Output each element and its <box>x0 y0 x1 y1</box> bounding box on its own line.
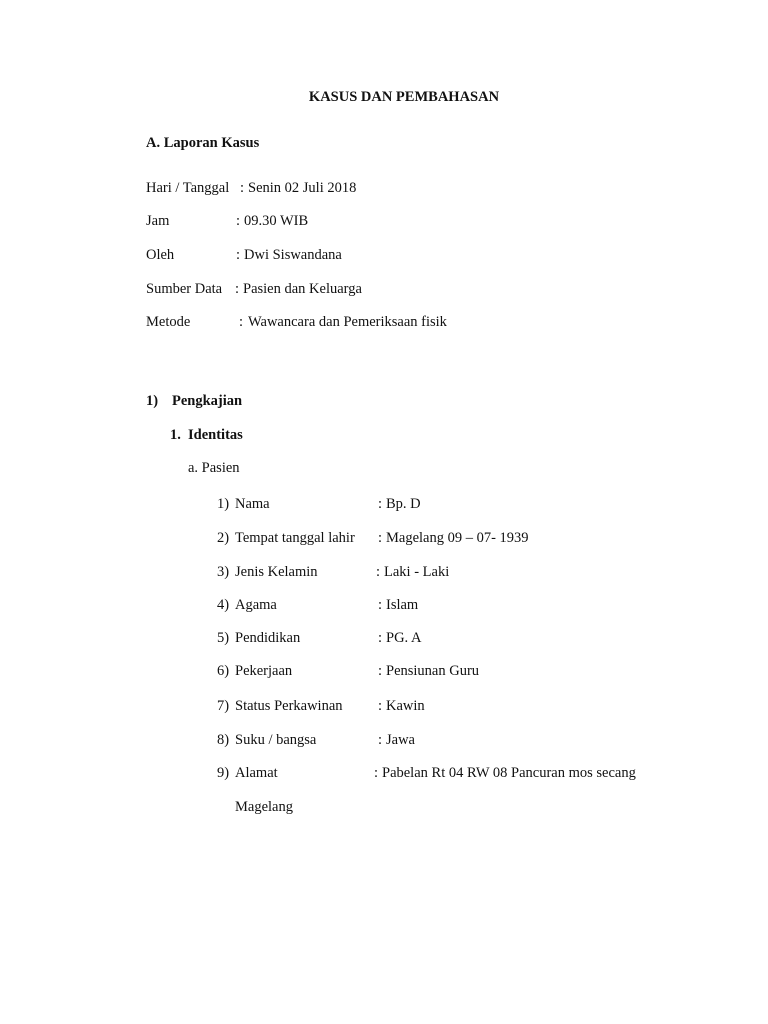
field-number: 7) <box>217 698 230 714</box>
field-number: 9) <box>217 765 230 781</box>
meta-value: 09.30 WIB <box>244 213 309 229</box>
meta-separator: : <box>239 314 244 330</box>
meta-separator: : <box>236 213 241 229</box>
section-number: 1) <box>146 393 159 409</box>
field-separator: : <box>378 496 383 512</box>
field-value: Islam <box>386 597 419 613</box>
field-label: Tempat tanggal lahir <box>235 530 355 546</box>
field-value: Jawa <box>386 732 415 748</box>
field-separator: : <box>378 630 383 646</box>
meta-value: Senin 02 Juli 2018 <box>248 180 357 196</box>
field-separator: : <box>374 765 379 781</box>
field-number: 4) <box>217 597 230 613</box>
field-separator: : <box>378 530 383 546</box>
field-number: 2) <box>217 530 230 546</box>
field-label: Pekerjaan <box>235 663 293 679</box>
meta-label: Oleh <box>146 247 175 263</box>
field-label: Status Perkawinan <box>235 698 343 714</box>
field-value: Kawin <box>386 698 425 714</box>
field-value: Pabelan Rt 04 RW 08 Pancuran mos secang <box>382 765 636 781</box>
meta-value: Pasien dan Keluarga <box>243 281 362 297</box>
field-value: Pensiunan Guru <box>386 663 480 679</box>
field-label: Suku / bangsa <box>235 732 317 748</box>
address-continuation: Magelang <box>235 799 293 815</box>
field-number: 1) <box>217 496 230 512</box>
patient-heading: a. Pasien <box>188 460 240 476</box>
field-label: Jenis Kelamin <box>235 564 318 580</box>
field-number: 5) <box>217 630 230 646</box>
field-value: Bp. D <box>386 496 421 512</box>
subsection-number: 1. <box>170 427 181 443</box>
field-label: Nama <box>235 496 270 512</box>
field-number: 8) <box>217 732 230 748</box>
field-number: 6) <box>217 663 230 679</box>
field-value: PG. A <box>386 630 422 646</box>
field-label: Agama <box>235 597 277 613</box>
meta-label: Sumber Data <box>146 281 223 297</box>
section-label: Pengkajian <box>172 393 243 409</box>
field-separator: : <box>378 698 383 714</box>
field-label: Pendidikan <box>235 630 301 646</box>
subsection-label: Identitas <box>188 427 243 443</box>
meta-value: Wawancara dan Pemeriksaan fisik <box>248 314 447 330</box>
field-label: Alamat <box>235 765 278 781</box>
field-separator: : <box>376 564 381 580</box>
meta-label: Hari / Tanggal <box>146 180 230 196</box>
field-value: Laki - Laki <box>384 564 450 580</box>
page-title: KASUS DAN PEMBAHASAN <box>308 89 500 105</box>
field-value: Magelang 09 – 07- 1939 <box>386 530 529 546</box>
field-number: 3) <box>217 564 230 580</box>
field-separator: : <box>378 597 383 613</box>
section-a-heading: A. Laporan Kasus <box>146 135 260 151</box>
field-separator: : <box>378 732 383 748</box>
meta-separator: : <box>236 247 241 263</box>
meta-separator: : <box>240 180 245 196</box>
meta-label: Metode <box>146 314 191 330</box>
field-separator: : <box>378 663 383 679</box>
meta-label: Jam <box>146 213 170 229</box>
meta-value: Dwi Siswandana <box>244 247 342 263</box>
meta-separator: : <box>235 281 240 297</box>
